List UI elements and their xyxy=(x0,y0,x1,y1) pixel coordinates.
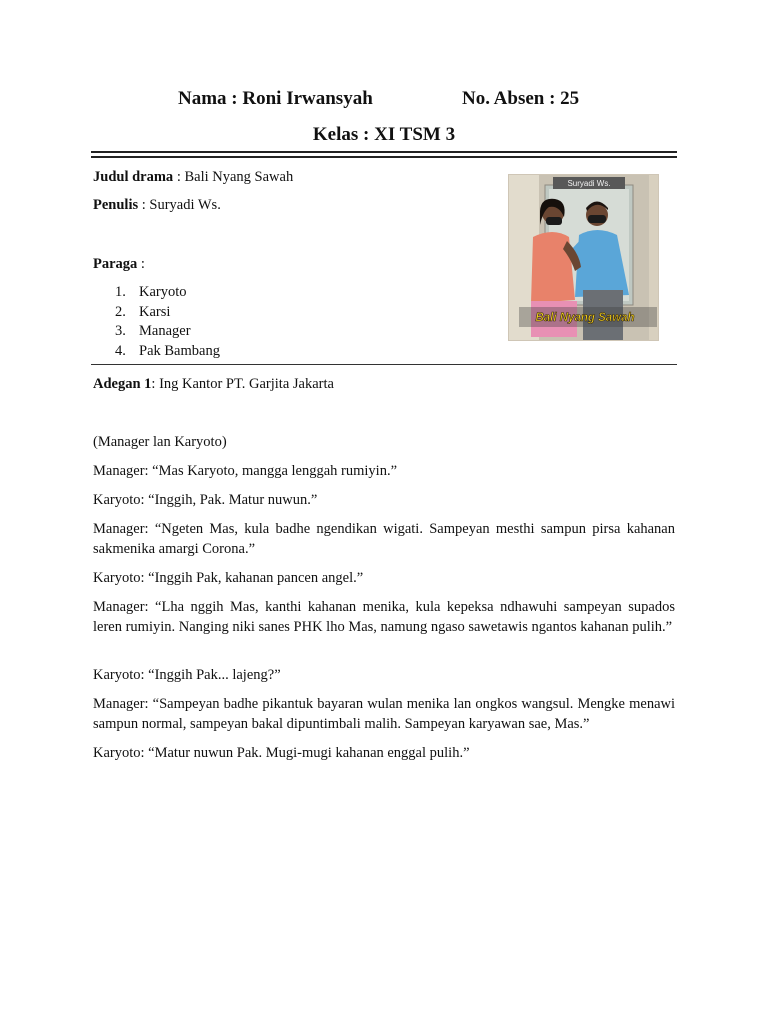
cover-title: Bali Nyang Sawah xyxy=(535,312,635,324)
cast-heading-line xyxy=(93,256,145,273)
cast-number: 4. xyxy=(115,342,126,359)
cast-heading-label: Paraga xyxy=(93,256,138,272)
cast-number: 1. xyxy=(115,284,126,300)
scene-label: Adegan 1 xyxy=(93,376,152,392)
drama-title-value: : Bali Nyang Sawah xyxy=(173,169,294,185)
list-item xyxy=(115,342,220,362)
list-item xyxy=(115,322,220,342)
book-cover-image xyxy=(508,174,659,341)
cast-heading-colon: : xyxy=(137,256,145,272)
author-value: : Suryadi Ws. xyxy=(138,197,221,213)
cast-name: Pak Bambang xyxy=(139,342,220,359)
dialog-line: Karyoto: “Matur nuwun Pak. Mugi-mugi kahanan enggal pulih.” xyxy=(93,745,470,761)
stage-direction: (Manager lan Karyoto) xyxy=(93,434,227,450)
author-label: Penulis xyxy=(93,197,139,213)
dialog-line: Manager: “Mas Karyoto, mangga lenggah rumiyin.” xyxy=(93,463,398,479)
cast-name: Karyoto xyxy=(139,284,187,300)
dialog-line: Karyoto: “Inggih Pak... lajeng?” xyxy=(93,667,281,683)
dialog-line: Karyoto: “Inggih, Pak. Matur nuwun.” xyxy=(93,492,318,508)
drama-title-line xyxy=(93,169,293,186)
cast-name: Karsi xyxy=(139,303,171,320)
drama-title-label: Judul drama xyxy=(93,169,174,185)
cover-author: Suryadi Ws. xyxy=(567,179,611,188)
scene-location: : Ing Kantor PT. Garjita Jakarta xyxy=(151,376,334,392)
author-line xyxy=(93,197,221,214)
list-item xyxy=(115,283,220,303)
cast-number: 2. xyxy=(115,303,126,320)
student-absen: No. Absen : 25 xyxy=(462,88,580,109)
scene-heading xyxy=(93,376,334,393)
list-item xyxy=(115,303,220,323)
student-name: Nama : Roni Irwansyah xyxy=(178,88,373,109)
cast-list xyxy=(115,283,220,361)
student-class: Kelas : XI TSM 3 xyxy=(312,124,456,145)
dialog-line: Manager: “Lha nggih Mas, kanthi kahanan menika, kula kepeksa ndhawuhi sampeyan supados leren rumiyin. Nanging niki sanes PHK lho Mas, namung ngaso sawetawis ngantos kahanan pulih.” xyxy=(93,599,675,635)
header-divider xyxy=(91,151,677,158)
dialog-line: Karyoto: “Inggih Pak, kahanan pancen angel.” xyxy=(93,570,364,586)
header-line xyxy=(0,88,768,112)
cast-number: 3. xyxy=(115,323,126,339)
dialog-line: Manager: “Sampeyan badhe pikantuk bayaran wulan menika lan ongkos wangsul. Mengke menawi sampun normal, sampeyan bakal dipuntimbali malih. Sampeyan karyawan sae, Mas.” xyxy=(93,696,675,732)
section-divider xyxy=(91,364,677,365)
cast-name: Manager xyxy=(139,323,191,339)
dialog-line: Manager: “Ngeten Mas, kula badhe ngendikan wigati. Sampeyan mesthi sampun pirsa kahanan sakmenika amargi Corona.” xyxy=(93,521,675,557)
